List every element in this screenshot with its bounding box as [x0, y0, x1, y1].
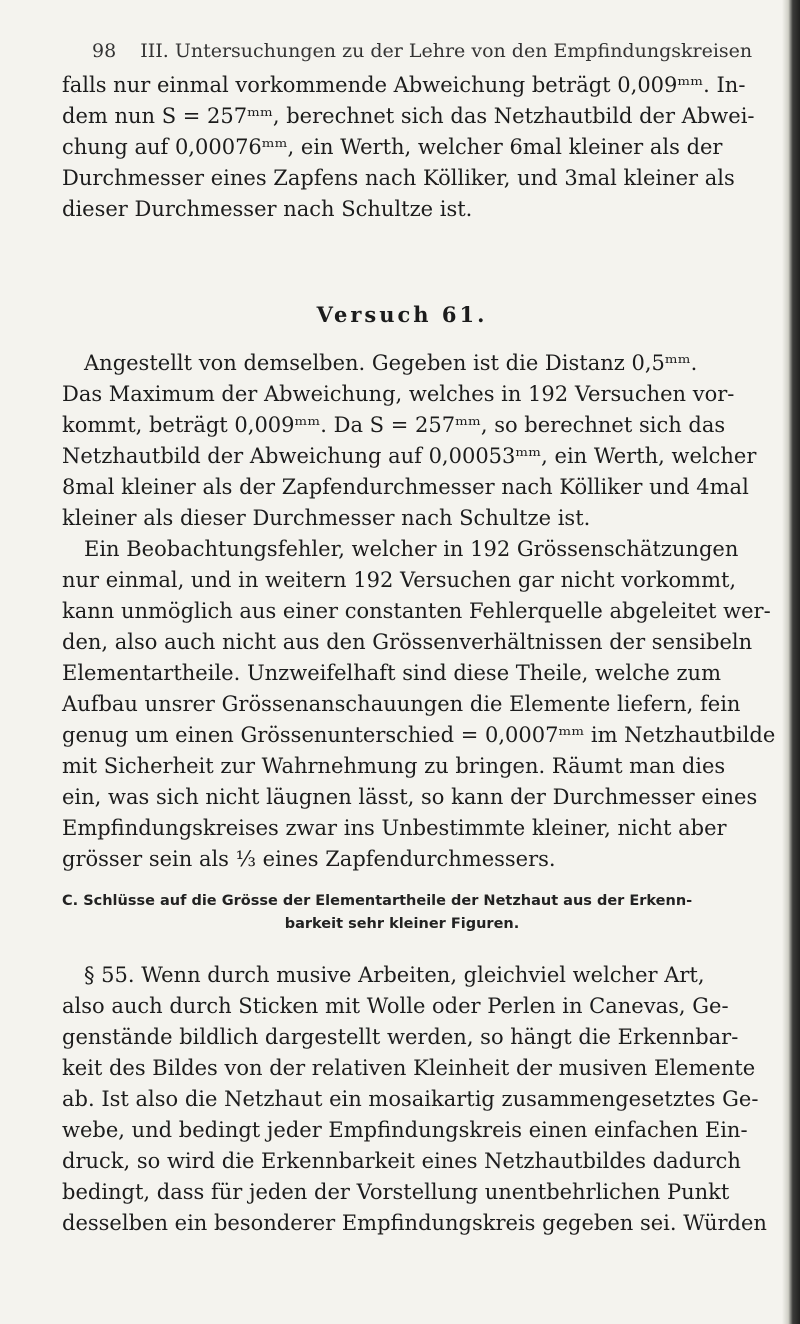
running-header — [92, 40, 752, 62]
text-line: 8mal kleiner als der Zapfendurchmesser nach Kölliker und 4mal — [62, 475, 749, 499]
text-line: mit Sicherheit zur Wahrnehmung zu bringen. Räumt man dies — [62, 754, 726, 778]
text-line: nur einmal, und in weitern 192 Versuchen gar nicht vorkommt, — [62, 568, 737, 592]
section-title — [62, 890, 742, 936]
text-line: webe, und bedingt jeder Empfindungskreis einen einfachen Ein- — [62, 1118, 748, 1142]
paragraph-continuation — [62, 70, 755, 225]
page-number: 98 — [92, 40, 117, 62]
text-line: kann unmöglich aus einer constanten Fehlerquelle abgeleitet wer- — [62, 599, 771, 623]
text-line: kleiner als dieser Durchmesser nach Schultze ist. — [62, 506, 591, 530]
text-line: genug um einen Grössenunterschied = 0,0007ᵐᵐ im Netzhautbilde — [62, 723, 776, 747]
paragraph-observation-error — [62, 534, 776, 875]
section-title-line: barkeit sehr kleiner Figuren. — [284, 916, 520, 932]
text-line: Netzhautbild der Abweichung auf 0,00053ᵐᵐ, ein Werth, welcher — [62, 444, 757, 468]
text-line: Ein Beobachtungsfehler, welcher in 192 Grössenschätzungen — [84, 537, 739, 561]
text-line: grösser sein als ⅓ eines Zapfendurchmessers. — [62, 847, 556, 871]
text-line: Durchmesser eines Zapfens nach Kölliker, und 3mal kleiner als — [62, 166, 735, 190]
text-line: bedingt, dass für jeden der Vorstellung unentbehrlichen Punkt — [62, 1180, 730, 1204]
text-line: keit des Bildes von der relativen Kleinheit der musiven Elemente — [62, 1056, 756, 1080]
paragraph-experiment-61 — [62, 348, 757, 534]
section-title-line: C. Schlüsse auf die Grösse der Elementartheile der Netzhaut aus der Erkenn- — [62, 893, 693, 909]
text-line: Aufbau unsrer Grössenanschauungen die Elemente liefern, fein — [62, 692, 741, 716]
page-edge-shadow — [782, 0, 800, 1324]
text-line: Angestellt von demselben. Gegeben ist die Distanz 0,5ᵐᵐ. — [84, 351, 698, 375]
text-line: § 55. Wenn durch musive Arbeiten, gleichviel welcher Art, — [84, 963, 705, 987]
text-line: ab. Ist also die Netzhaut ein mosaikartig zusammengesetztes Ge- — [62, 1087, 759, 1111]
text-line: genstände bildlich dargestellt werden, so hängt die Erkennbar- — [62, 1025, 739, 1049]
text-line: desselben ein besonderer Empfindungskreis gegeben sei. Würden — [62, 1211, 767, 1235]
paragraph-section-55 — [62, 960, 767, 1239]
text-line: kommt, beträgt 0,009ᵐᵐ. Da S = 257ᵐᵐ, so berechnet sich das — [62, 413, 726, 437]
text-line: druck, so wird die Erkennbarkeit eines Netzhautbildes dadurch — [62, 1149, 741, 1173]
experiment-heading: Versuch 61. — [316, 302, 488, 327]
text-line: dieser Durchmesser nach Schultze ist. — [62, 197, 473, 221]
text-line: Das Maximum der Abweichung, welches in 192 Versuchen vor- — [62, 382, 735, 406]
text-line: also auch durch Sticken mit Wolle oder Perlen in Canevas, Ge- — [62, 994, 729, 1018]
text-line: chung auf 0,00076ᵐᵐ, ein Werth, welcher 6mal kleiner als der — [62, 135, 723, 159]
text-line: dem nun S = 257ᵐᵐ, berechnet sich das Netzhautbild der Abwei- — [62, 104, 755, 128]
text-line: den, also auch nicht aus den Grössenverhältnissen der sensibeln — [62, 630, 753, 654]
text-line: Empfindungskreises zwar ins Unbestimmte kleiner, nicht aber — [62, 816, 727, 840]
text-line: falls nur einmal vorkommende Abweichung beträgt 0,009ᵐᵐ. In- — [62, 73, 746, 97]
text-line: ein, was sich nicht läugnen lässt, so kann der Durchmesser eines — [62, 785, 758, 809]
running-title: III. Untersuchungen zu der Lehre von den Empfindungskreisen — [140, 40, 753, 62]
text-line: Elementartheile. Unzweifelhaft sind diese Theile, welche zum — [62, 661, 721, 685]
